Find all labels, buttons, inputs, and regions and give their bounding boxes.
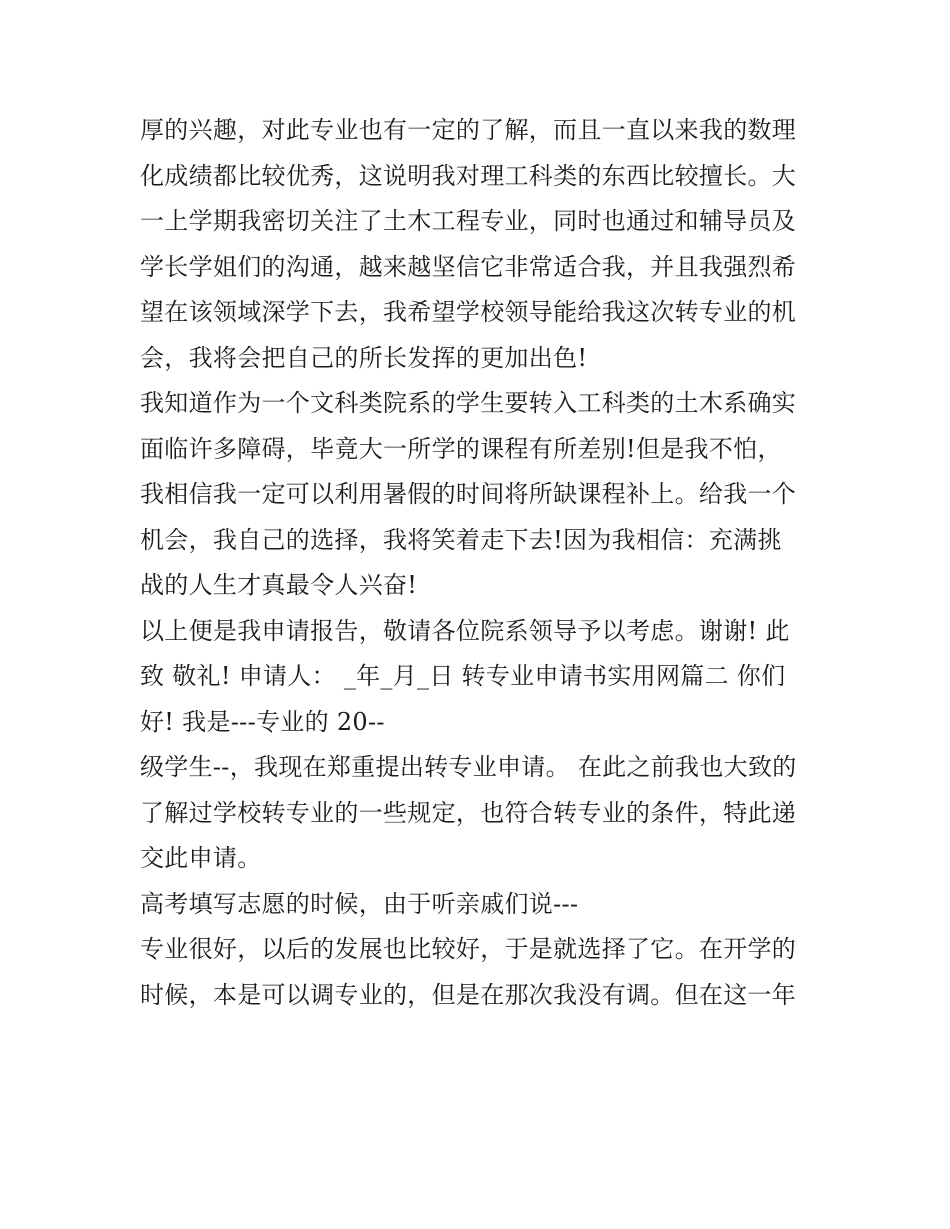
text-line: 级学生--，我现在郑重提出转专业申请。 在此之前我也大致的 bbox=[140, 753, 797, 781]
text-line: 了解过学校转专业的一些规定，也符合转专业的条件，特此递 bbox=[140, 798, 797, 827]
text-line: 厚的兴趣，对此专业也有一定的了解，而且一直以来我的数理 bbox=[140, 116, 797, 144]
text-line: 高考填写志愿的时候，由于听亲戚们说--- bbox=[140, 889, 579, 918]
text-line: 致 敬礼! 申请人： _年_月_日 转专业申请书实用网篇二 你们 bbox=[140, 662, 786, 690]
text-line: 望在该领域深学下去，我希望学校领导能给我这次转专业的机 bbox=[140, 298, 797, 326]
text-line: 我知道作为一个文科类院系的学生要转入工科类的土木系确实 bbox=[140, 389, 797, 417]
text-line: 机会，我自己的选择，我将笑着走下去!因为我相信：充满挑 bbox=[140, 525, 782, 554]
text-line: 好! 我是---专业的 20-- bbox=[140, 707, 385, 736]
text-line: 学长学姐们的沟通，越来越坚信它非常适合我，并且我强烈希 bbox=[140, 252, 797, 281]
text-line: 我相信我一定可以利用暑假的时间将所缺课程补上。给我一个 bbox=[140, 480, 797, 508]
text-line: 交此申请。 bbox=[140, 844, 262, 872]
text-line: 会，我将会把自己的所长发挥的更加出色! bbox=[140, 343, 588, 372]
text-line: 面临许多障碍，毕竟大一所学的课程有所差别!但是我不怕， bbox=[140, 434, 782, 463]
text-line: 一上学期我密切关注了土木工程专业，同时也通过和辅导员及 bbox=[140, 207, 797, 235]
text-line: 战的人生才真最令人兴奋! bbox=[140, 571, 418, 599]
text-line: 时候，本是可以调专业的，但是在那次我没有调。但在这一年 bbox=[140, 980, 797, 1009]
text-line: 专业很好，以后的发展也比较好，于是就选择了它。在开学的 bbox=[140, 935, 797, 963]
text-line: 化成绩都比较优秀，这说明我对理工科类的东西比较擅长。大 bbox=[140, 161, 797, 190]
document-body bbox=[140, 108, 820, 1018]
text-line: 以上便是我申请报告，敬请各位院系领导予以考虑。谢谢! 此 bbox=[140, 616, 790, 645]
